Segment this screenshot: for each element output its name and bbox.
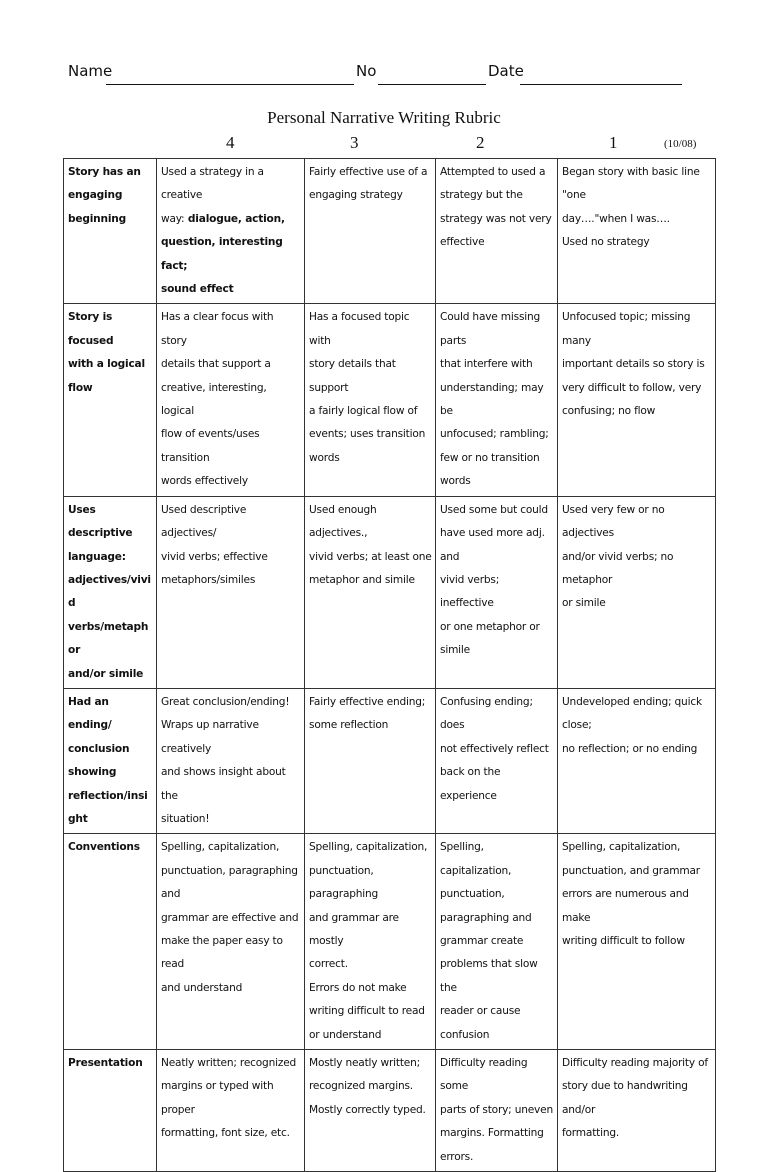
score-4-cell: Has a clear focus with story details that support a creative, interesting, logical flow of events/uses transition words effectively [157,304,305,496]
rubric-table [63,158,716,1172]
score-3-cell: Spelling, capitalization, punctuation, paragraphing and grammar are mostly correct. Errors do not make writing difficult to read or understand [305,834,436,1050]
score-scale-header [0,133,768,155]
score-1-cell: Used very few or no adjectives and/or vivid verbs; no metaphor or simile [558,496,716,688]
score-3-cell: Has a focused topic with story details that support a fairly logical flow of events; uses transition words [305,304,436,496]
score-3-cell: Fairly effective use of a engaging strategy [305,159,436,304]
score-4-cell: Neatly written; recognized margins or typed with proper formatting, font size, etc. [157,1050,305,1172]
date-label: Date [488,62,524,80]
score-4-cell: Great conclusion/ending! Wraps up narrative creatively and shows insight about the situation! [157,688,305,833]
score-3-cell: Used enough adjectives., vivid verbs; at least one metaphor and simile [305,496,436,688]
student-info-header [68,62,708,88]
score-2-cell: Used some but could have used more adj. and vivid verbs; ineffective or one metaphor or simile [436,496,558,688]
score-2-cell: Confusing ending; does not effectively reflect back on the experience [436,688,558,833]
criterion-cell: Presentation [64,1050,157,1172]
rubric-row [64,496,716,688]
version-label: (10/08) [664,138,697,150]
score-1-cell: Began story with basic line "one day…."when I was…. Used no strategy [558,159,716,304]
score-1-cell: Unfocused topic; missing many important details so story is very difficult to follow, very confusing; no flow [558,304,716,496]
score-2-cell: Could have missing parts that interfere with understanding; may be unfocused; rambling; few or no transition words [436,304,558,496]
score-4-emphasis: dialogue, action, question, interesting fact; sound effect [161,212,285,296]
score-3-cell: Mostly neatly written; recognized margins. Mostly correctly typed. [305,1050,436,1172]
rubric-row [64,159,716,304]
score-4-cell: Used descriptive adjectives/ vivid verbs; effective metaphors/similes [157,496,305,688]
page-title: Personal Narrative Writing Rubric [267,108,501,127]
criterion-cell: Story has an engaging beginning [64,159,157,304]
score-1-cell: Spelling, capitalization, punctuation, and grammar errors are numerous and make writing difficult to follow [558,834,716,1050]
score-2-cell: Attempted to used a strategy but the strategy was not very effective [436,159,558,304]
score-4-text: Used a strategy in a creative way: [161,166,264,225]
name-label: Name [68,62,113,80]
score-2-label: 2 [476,133,485,152]
name-blank[interactable] [106,84,354,85]
rubric-row [64,304,716,496]
date-blank[interactable] [520,84,682,85]
rubric-row [64,1050,716,1172]
score-3-cell: Fairly effective ending; some reflection [305,688,436,833]
score-2-cell: Spelling, capitalization, punctuation, paragraphing and grammar create problems that slow the reader or cause confusion [436,834,558,1050]
score-2-cell: Difficulty reading some parts of story; uneven margins. Formatting errors. [436,1050,558,1172]
criterion-cell: Had an ending/ conclusion showing reflection/insight [64,688,157,833]
criterion-cell: Conventions [64,834,157,1050]
score-4-label: 4 [226,133,235,152]
score-1-cell: Difficulty reading majority of story due to handwriting and/or formatting. [558,1050,716,1172]
rubric-row [64,834,716,1050]
score-1-label: 1 [609,133,618,152]
score-4-cell [157,159,305,304]
score-1-cell: Undeveloped ending; quick close; no reflection; or no ending [558,688,716,833]
criterion-cell: Story is focused with a logical flow [64,304,157,496]
score-4-cell: Spelling, capitalization, punctuation, paragraphing and grammar are effective and make the paper easy to read and understand [157,834,305,1050]
number-label: No [356,62,377,80]
rubric-row [64,688,716,833]
criterion-cell: Uses descriptive language: adjectives/vivid verbs/metaphor and/or simile [64,496,157,688]
number-blank[interactable] [378,84,486,85]
score-3-label: 3 [350,133,359,152]
